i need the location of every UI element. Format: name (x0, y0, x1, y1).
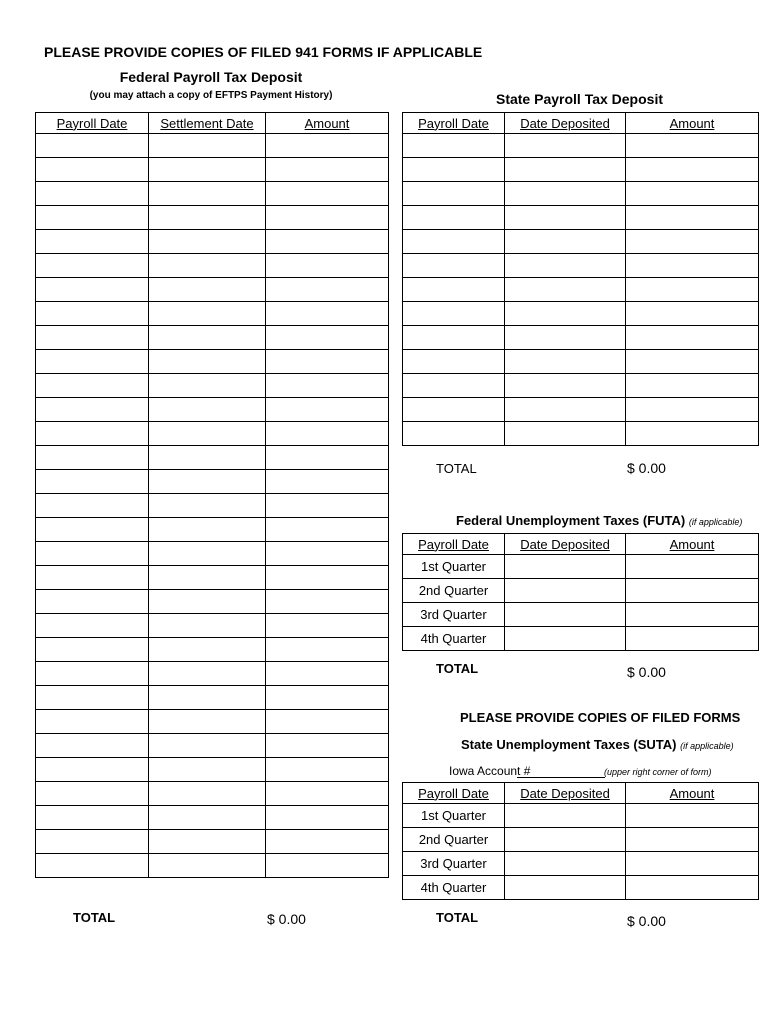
state-total-value: $ 0.00 (627, 460, 666, 476)
amount-cell[interactable] (266, 614, 389, 638)
amount-cell[interactable] (266, 686, 389, 710)
table-row (403, 230, 759, 254)
table-row (36, 470, 389, 494)
date-cell[interactable] (505, 852, 626, 876)
table-row (403, 555, 759, 579)
table-row (403, 254, 759, 278)
amount-cell[interactable] (266, 254, 389, 278)
table-row (403, 422, 759, 446)
amount-cell[interactable] (266, 758, 389, 782)
payroll-date-cell[interactable] (403, 302, 505, 326)
amount-cell[interactable] (626, 804, 759, 828)
amount-cell[interactable] (266, 398, 389, 422)
payroll-date-cell[interactable] (403, 158, 505, 182)
date-cell[interactable] (149, 350, 266, 374)
table-row (36, 182, 389, 206)
payroll-date-cell[interactable] (403, 206, 505, 230)
amount-cell[interactable] (626, 603, 759, 627)
amount-cell[interactable] (626, 182, 759, 206)
quarter-label: 4th Quarter (403, 876, 505, 900)
payroll-date-cell[interactable] (36, 182, 149, 206)
amount-cell[interactable] (626, 398, 759, 422)
table-row (36, 806, 389, 830)
table-row (36, 518, 389, 542)
amount-cell[interactable] (266, 806, 389, 830)
date-cell[interactable] (149, 686, 266, 710)
date-cell[interactable] (149, 182, 266, 206)
iowa-account-label: Iowa Account # (449, 764, 531, 778)
suta-total-value: $ 0.00 (627, 913, 666, 929)
date-cell[interactable] (505, 158, 626, 182)
date-cell[interactable] (149, 446, 266, 470)
amount-cell[interactable] (266, 566, 389, 590)
quarter-label: 2nd Quarter (403, 579, 505, 603)
col-amount: Amount (626, 534, 759, 555)
payroll-date-cell[interactable] (36, 590, 149, 614)
date-cell[interactable] (149, 638, 266, 662)
date-cell[interactable] (149, 158, 266, 182)
amount-cell[interactable] (626, 422, 759, 446)
payroll-date-cell[interactable] (36, 134, 149, 158)
amount-cell[interactable] (266, 470, 389, 494)
table-row (36, 206, 389, 230)
futa-total-label: TOTAL (436, 661, 479, 676)
amount-cell[interactable] (266, 158, 389, 182)
date-cell[interactable] (505, 350, 626, 374)
table-header-row (36, 113, 389, 134)
amount-cell[interactable] (626, 876, 759, 900)
amount-cell[interactable] (626, 278, 759, 302)
payroll-date-cell[interactable] (36, 830, 149, 854)
amount-cell[interactable] (626, 579, 759, 603)
payroll-date-cell[interactable] (36, 710, 149, 734)
amount-cell[interactable] (266, 374, 389, 398)
date-cell[interactable] (505, 230, 626, 254)
notice-941: PLEASE PROVIDE COPIES OF FILED 941 FORMS IF APPLICABLE (44, 44, 483, 60)
payroll-date-cell[interactable] (403, 374, 505, 398)
date-cell[interactable] (505, 603, 626, 627)
col-amount: Amount (626, 783, 759, 804)
date-cell[interactable] (149, 662, 266, 686)
table-row (36, 254, 389, 278)
table-row (36, 350, 389, 374)
date-cell[interactable] (505, 555, 626, 579)
col-settlement-date: Settlement Date (149, 113, 266, 134)
table-row (403, 278, 759, 302)
amount-cell[interactable] (626, 230, 759, 254)
col-date-deposited: Date Deposited (505, 783, 626, 804)
date-cell[interactable] (149, 206, 266, 230)
table-row (36, 494, 389, 518)
payroll-date-cell[interactable] (36, 230, 149, 254)
state-total-label: TOTAL (436, 461, 477, 476)
table-row (403, 374, 759, 398)
amount-cell[interactable] (266, 830, 389, 854)
table-header-row (403, 113, 759, 134)
date-cell[interactable] (149, 542, 266, 566)
table-row (36, 686, 389, 710)
col-amount: Amount (626, 113, 759, 134)
payroll-date-cell[interactable] (36, 302, 149, 326)
table-row (403, 603, 759, 627)
payroll-date-cell[interactable] (36, 542, 149, 566)
amount-cell[interactable] (626, 158, 759, 182)
amount-cell[interactable] (626, 828, 759, 852)
table-row (36, 326, 389, 350)
col-payroll-date: Payroll Date (403, 783, 505, 804)
table-row (36, 638, 389, 662)
date-cell[interactable] (149, 134, 266, 158)
table-row (36, 278, 389, 302)
table-row (36, 542, 389, 566)
date-cell[interactable] (505, 804, 626, 828)
amount-cell[interactable] (266, 302, 389, 326)
table-row (36, 398, 389, 422)
payroll-date-cell[interactable] (36, 806, 149, 830)
payroll-date-cell[interactable] (36, 206, 149, 230)
quarter-label: 4th Quarter (403, 627, 505, 651)
table-header-row (403, 534, 759, 555)
amount-cell[interactable] (266, 662, 389, 686)
date-cell[interactable] (149, 758, 266, 782)
payroll-date-cell[interactable] (403, 254, 505, 278)
table-row (403, 158, 759, 182)
date-cell[interactable] (149, 734, 266, 758)
payroll-date-cell[interactable] (403, 230, 505, 254)
amount-cell[interactable] (266, 782, 389, 806)
suta-title-line (461, 737, 734, 752)
amount-cell[interactable] (626, 555, 759, 579)
quarter-label: 3rd Quarter (403, 852, 505, 876)
table-row (36, 758, 389, 782)
federal-deposit-table (35, 112, 389, 878)
federal-subtitle: (you may attach a copy of EFTPS Payment History) (89, 90, 333, 101)
payroll-date-cell[interactable] (36, 494, 149, 518)
amount-cell[interactable] (266, 278, 389, 302)
date-cell[interactable] (149, 494, 266, 518)
futa-note: (if applicable) (688, 517, 743, 527)
table-row (403, 579, 759, 603)
amount-cell[interactable] (266, 326, 389, 350)
table-row (36, 302, 389, 326)
date-cell[interactable] (149, 854, 266, 878)
date-cell[interactable] (505, 828, 626, 852)
futa-title: Federal Unemployment Taxes (FUTA) (456, 513, 686, 528)
iowa-account-note: (upper right corner of form) (604, 767, 712, 777)
date-cell[interactable] (505, 254, 626, 278)
futa-total-value: $ 0.00 (627, 664, 666, 680)
table-row (36, 590, 389, 614)
amount-cell[interactable] (626, 254, 759, 278)
amount-cell[interactable] (626, 374, 759, 398)
date-cell[interactable] (505, 326, 626, 350)
quarter-label: 1st Quarter (403, 804, 505, 828)
date-cell[interactable] (505, 627, 626, 651)
amount-cell[interactable] (266, 638, 389, 662)
date-cell[interactable] (149, 806, 266, 830)
date-cell[interactable] (149, 278, 266, 302)
payroll-date-cell[interactable] (36, 782, 149, 806)
col-payroll-date: Payroll Date (403, 113, 505, 134)
col-date-deposited: Date Deposited (505, 113, 626, 134)
amount-cell[interactable] (626, 350, 759, 374)
table-row (403, 182, 759, 206)
payroll-date-cell[interactable] (36, 854, 149, 878)
payroll-date-cell[interactable] (36, 254, 149, 278)
table-row (36, 446, 389, 470)
payroll-date-cell[interactable] (36, 758, 149, 782)
table-row (36, 566, 389, 590)
notice-forms: PLEASE PROVIDE COPIES OF FILED FORMS (460, 710, 741, 725)
payroll-date-cell[interactable] (36, 734, 149, 758)
payroll-date-cell[interactable] (403, 326, 505, 350)
table-row (36, 830, 389, 854)
futa-table (402, 533, 759, 651)
date-cell[interactable] (505, 422, 626, 446)
col-payroll-date: Payroll Date (36, 113, 149, 134)
quarter-label: 2nd Quarter (403, 828, 505, 852)
table-row (36, 734, 389, 758)
payroll-date-cell[interactable] (403, 182, 505, 206)
amount-cell[interactable] (266, 494, 389, 518)
amount-cell[interactable] (266, 446, 389, 470)
table-row (36, 230, 389, 254)
quarter-label: 3rd Quarter (403, 603, 505, 627)
federal-title: Federal Payroll Tax Deposit (119, 69, 303, 85)
date-cell[interactable] (149, 566, 266, 590)
date-cell[interactable] (149, 302, 266, 326)
payroll-date-cell[interactable] (403, 422, 505, 446)
amount-cell[interactable] (266, 710, 389, 734)
table-row (36, 158, 389, 182)
amount-cell[interactable] (626, 206, 759, 230)
payroll-date-cell[interactable] (36, 278, 149, 302)
amount-cell[interactable] (626, 852, 759, 876)
suta-title: State Unemployment Taxes (SUTA) (461, 737, 677, 752)
amount-cell[interactable] (626, 134, 759, 158)
suta-table (402, 782, 759, 900)
state-title: State Payroll Tax Deposit (495, 91, 663, 107)
payroll-date-cell[interactable] (36, 662, 149, 686)
table-row (36, 374, 389, 398)
amount-cell[interactable] (626, 302, 759, 326)
date-cell[interactable] (505, 278, 626, 302)
date-cell[interactable] (149, 830, 266, 854)
payroll-date-cell[interactable] (36, 158, 149, 182)
payroll-date-cell[interactable] (36, 326, 149, 350)
payroll-date-cell[interactable] (403, 350, 505, 374)
table-row (36, 854, 389, 878)
date-cell[interactable] (149, 326, 266, 350)
date-cell[interactable] (505, 134, 626, 158)
amount-cell[interactable] (266, 590, 389, 614)
table-row (403, 134, 759, 158)
date-cell[interactable] (149, 398, 266, 422)
table-row (403, 852, 759, 876)
table-row (36, 662, 389, 686)
date-cell[interactable] (149, 782, 266, 806)
date-cell[interactable] (505, 206, 626, 230)
amount-cell[interactable] (266, 854, 389, 878)
date-cell[interactable] (505, 876, 626, 900)
amount-cell[interactable] (266, 518, 389, 542)
table-row (403, 876, 759, 900)
payroll-date-cell[interactable] (36, 374, 149, 398)
table-header-row (403, 783, 759, 804)
payroll-date-cell[interactable] (36, 422, 149, 446)
suta-total-label: TOTAL (436, 910, 479, 925)
payroll-date-cell[interactable] (36, 350, 149, 374)
date-cell[interactable] (149, 230, 266, 254)
payroll-date-cell[interactable] (36, 686, 149, 710)
table-row (403, 627, 759, 651)
payroll-date-cell[interactable] (36, 446, 149, 470)
col-date-deposited: Date Deposited (505, 534, 626, 555)
date-cell[interactable] (149, 710, 266, 734)
table-row (403, 302, 759, 326)
date-cell[interactable] (149, 254, 266, 278)
date-cell[interactable] (505, 398, 626, 422)
futa-title-line (456, 513, 742, 528)
date-cell[interactable] (149, 614, 266, 638)
table-row (36, 134, 389, 158)
amount-cell[interactable] (626, 326, 759, 350)
table-row (36, 782, 389, 806)
date-cell[interactable] (149, 422, 266, 446)
col-amount: Amount (266, 113, 389, 134)
amount-cell[interactable] (266, 134, 389, 158)
quarter-label: 1st Quarter (403, 555, 505, 579)
payroll-date-cell[interactable] (36, 398, 149, 422)
amount-cell[interactable] (266, 206, 389, 230)
date-cell[interactable] (149, 470, 266, 494)
amount-cell[interactable] (266, 230, 389, 254)
payroll-date-cell[interactable] (36, 566, 149, 590)
amount-cell[interactable] (266, 422, 389, 446)
table-row (403, 804, 759, 828)
table-row (403, 206, 759, 230)
date-cell[interactable] (505, 302, 626, 326)
date-cell[interactable] (149, 590, 266, 614)
date-cell[interactable] (505, 374, 626, 398)
iowa-account-field[interactable] (517, 777, 605, 778)
amount-cell[interactable] (626, 627, 759, 651)
date-cell[interactable] (505, 579, 626, 603)
col-payroll-date: Payroll Date (403, 534, 505, 555)
payroll-date-cell[interactable] (403, 278, 505, 302)
date-cell[interactable] (149, 518, 266, 542)
federal-total-label: TOTAL (73, 910, 116, 925)
payroll-date-cell[interactable] (36, 518, 149, 542)
payroll-date-cell[interactable] (36, 614, 149, 638)
payroll-date-cell[interactable] (36, 470, 149, 494)
state-deposit-table (402, 112, 759, 446)
table-row (36, 710, 389, 734)
payroll-date-cell[interactable] (403, 134, 505, 158)
amount-cell[interactable] (266, 350, 389, 374)
table-row (36, 614, 389, 638)
suta-note: (if applicable) (680, 741, 734, 751)
amount-cell[interactable] (266, 542, 389, 566)
date-cell[interactable] (149, 374, 266, 398)
federal-total-value: $ 0.00 (267, 911, 306, 927)
amount-cell[interactable] (266, 182, 389, 206)
amount-cell[interactable] (266, 734, 389, 758)
payroll-date-cell[interactable] (403, 398, 505, 422)
table-row (403, 326, 759, 350)
table-row (403, 398, 759, 422)
table-row (403, 828, 759, 852)
date-cell[interactable] (505, 182, 626, 206)
table-row (36, 422, 389, 446)
payroll-date-cell[interactable] (36, 638, 149, 662)
table-row (403, 350, 759, 374)
